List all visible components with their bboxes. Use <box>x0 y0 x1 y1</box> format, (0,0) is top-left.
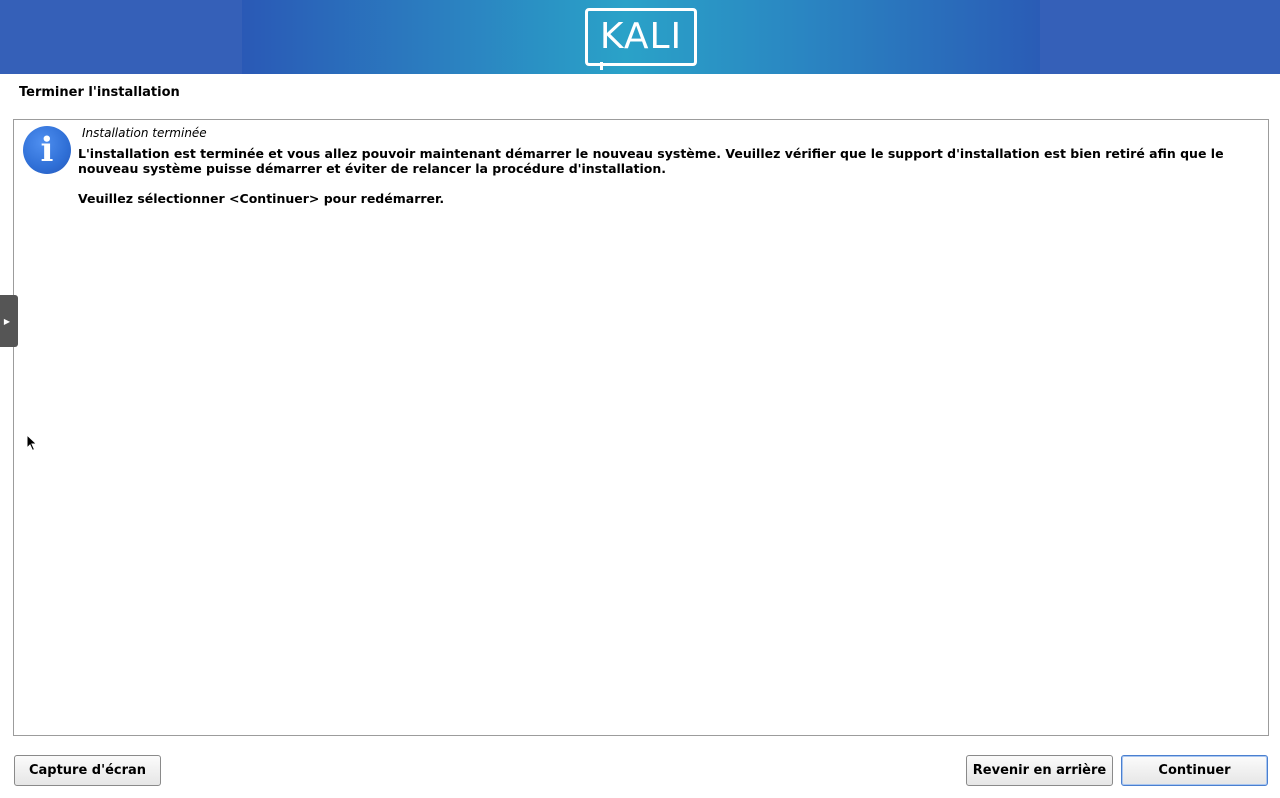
back-button[interactable]: Revenir en arrière <box>966 755 1113 786</box>
screenshot-button[interactable]: Capture d'écran <box>14 755 161 786</box>
continue-button[interactable]: Continuer <box>1121 755 1268 786</box>
kali-logo <box>585 8 697 66</box>
message-body: L'installation est terminée et vous allez pouvoir maintenant démarrer le nouveau système. Veuillez vérifier que le support d'installation est bien retiré afin que le nouveau système puisse démarrer et éviter de relancer la procédure d'installation. <box>78 146 1224 176</box>
page-title: Terminer l'installation <box>19 85 180 100</box>
side-panel-toggle[interactable] <box>0 295 18 347</box>
header-banner <box>0 0 1280 74</box>
logo-tick <box>600 62 603 70</box>
message-prompt: Veuillez sélectionner <Continuer> pour redémarrer. <box>78 191 445 206</box>
mouse-cursor-icon <box>26 434 38 456</box>
chevron-right-icon: ▶ <box>3 316 11 326</box>
content-panel <box>13 119 1269 736</box>
logo-text: KALI <box>599 16 683 57</box>
info-icon: i <box>23 126 71 174</box>
message-title: Installation terminée <box>82 126 207 140</box>
